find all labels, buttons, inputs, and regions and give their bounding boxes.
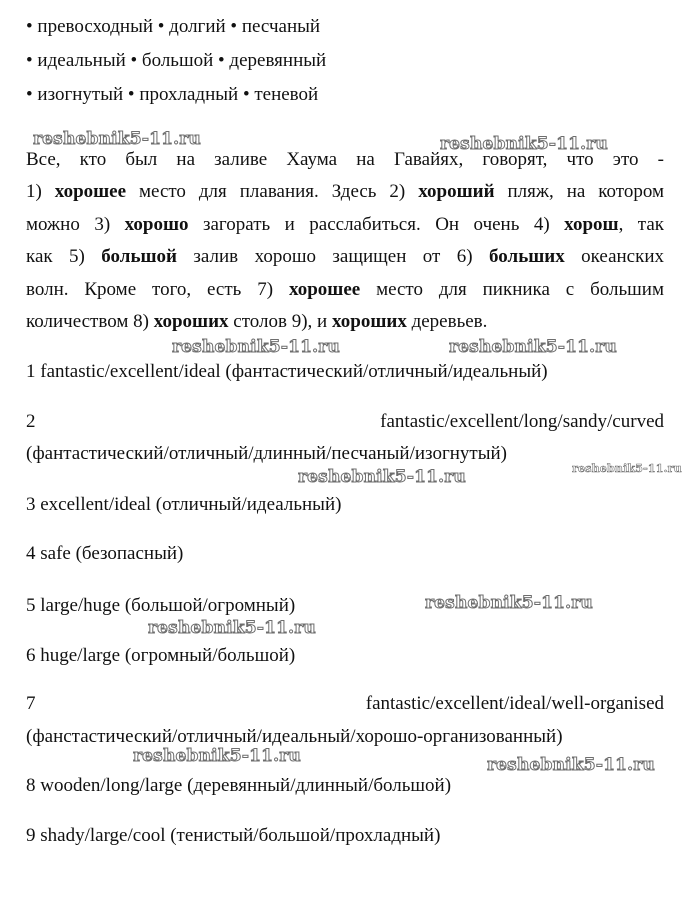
- answer-7-number: 7: [26, 693, 36, 714]
- answer-7-translation: (фанстастический/отличный/идеальный/хорошо-организованный): [26, 726, 563, 747]
- answer-2-number: 2: [26, 411, 36, 432]
- answer-3: 3 excellent/ideal (отличный/идеальный): [26, 494, 342, 515]
- answer-4: 4 safe (безопасный): [26, 543, 184, 564]
- answer-2-translation: (фантастический/отличный/длинный/песчаный/изогнутый): [26, 443, 507, 464]
- paragraph-line-2: 1) хорошее место для плавания. Здесь 2) хороший пляж, на котором: [26, 181, 664, 202]
- answer-8: 8 wooden/long/large (деревянный/длинный/большой): [26, 775, 452, 796]
- answer-1: 1 fantastic/excellent/ideal (фантастический/отличный/идеальный): [26, 361, 548, 382]
- adjective-list-line-2: • идеальный • большой • деревянный: [26, 50, 327, 71]
- paragraph-line-6: количеством 8) хороших столов 9), и хороших деревьев.: [26, 311, 488, 332]
- adjective-list-line-1: • превосходный • долгий • песчаный: [26, 16, 321, 37]
- watermark: reshebnik5-11.ru: [133, 746, 301, 766]
- watermark: reshebnik5-11.ru: [449, 337, 617, 357]
- answer-7-words: fantastic/excellent/ideal/well-organised: [365, 693, 664, 714]
- answer-9: 9 shady/large/cool (тенистый/большой/прохладный): [26, 825, 441, 846]
- watermark: reshebnik5-11.ru: [298, 467, 466, 487]
- watermark: reshebnik5-11.ru: [425, 593, 593, 613]
- watermark: reshebnik5-11.ru: [172, 337, 340, 357]
- watermark: reshebnik5-11.ru: [487, 755, 655, 775]
- answer-2-words: fantastic/excellent/long/sandy/curved: [380, 411, 664, 432]
- watermark: reshebnik5-11.ru: [440, 134, 608, 154]
- paragraph-line-3: можно 3) хорошо загорать и расслабиться. Он очень 4) хорош, так: [26, 214, 664, 235]
- paragraph-line-4: как 5) большой залив хорошо защищен от 6) больших океанских: [26, 246, 665, 267]
- adjective-list-line-3: • изогнутый • прохладный • теневой: [26, 84, 319, 105]
- paragraph-line-1: Все, кто был на заливе Хаума на Гавайях, говорят, что это -: [26, 149, 664, 170]
- paragraph-line-5: волн. Кроме того, есть 7) хорошее место для пикника с большим: [26, 279, 665, 300]
- watermark: reshebnik5-11.ru: [148, 618, 316, 638]
- watermark: reshebnik5-11.ru: [572, 462, 682, 475]
- watermark: reshebnik5-11.ru: [33, 129, 201, 149]
- answer-5: 5 large/huge (большой/огромный): [26, 595, 296, 616]
- answer-6: 6 huge/large (огромный/большой): [26, 645, 296, 666]
